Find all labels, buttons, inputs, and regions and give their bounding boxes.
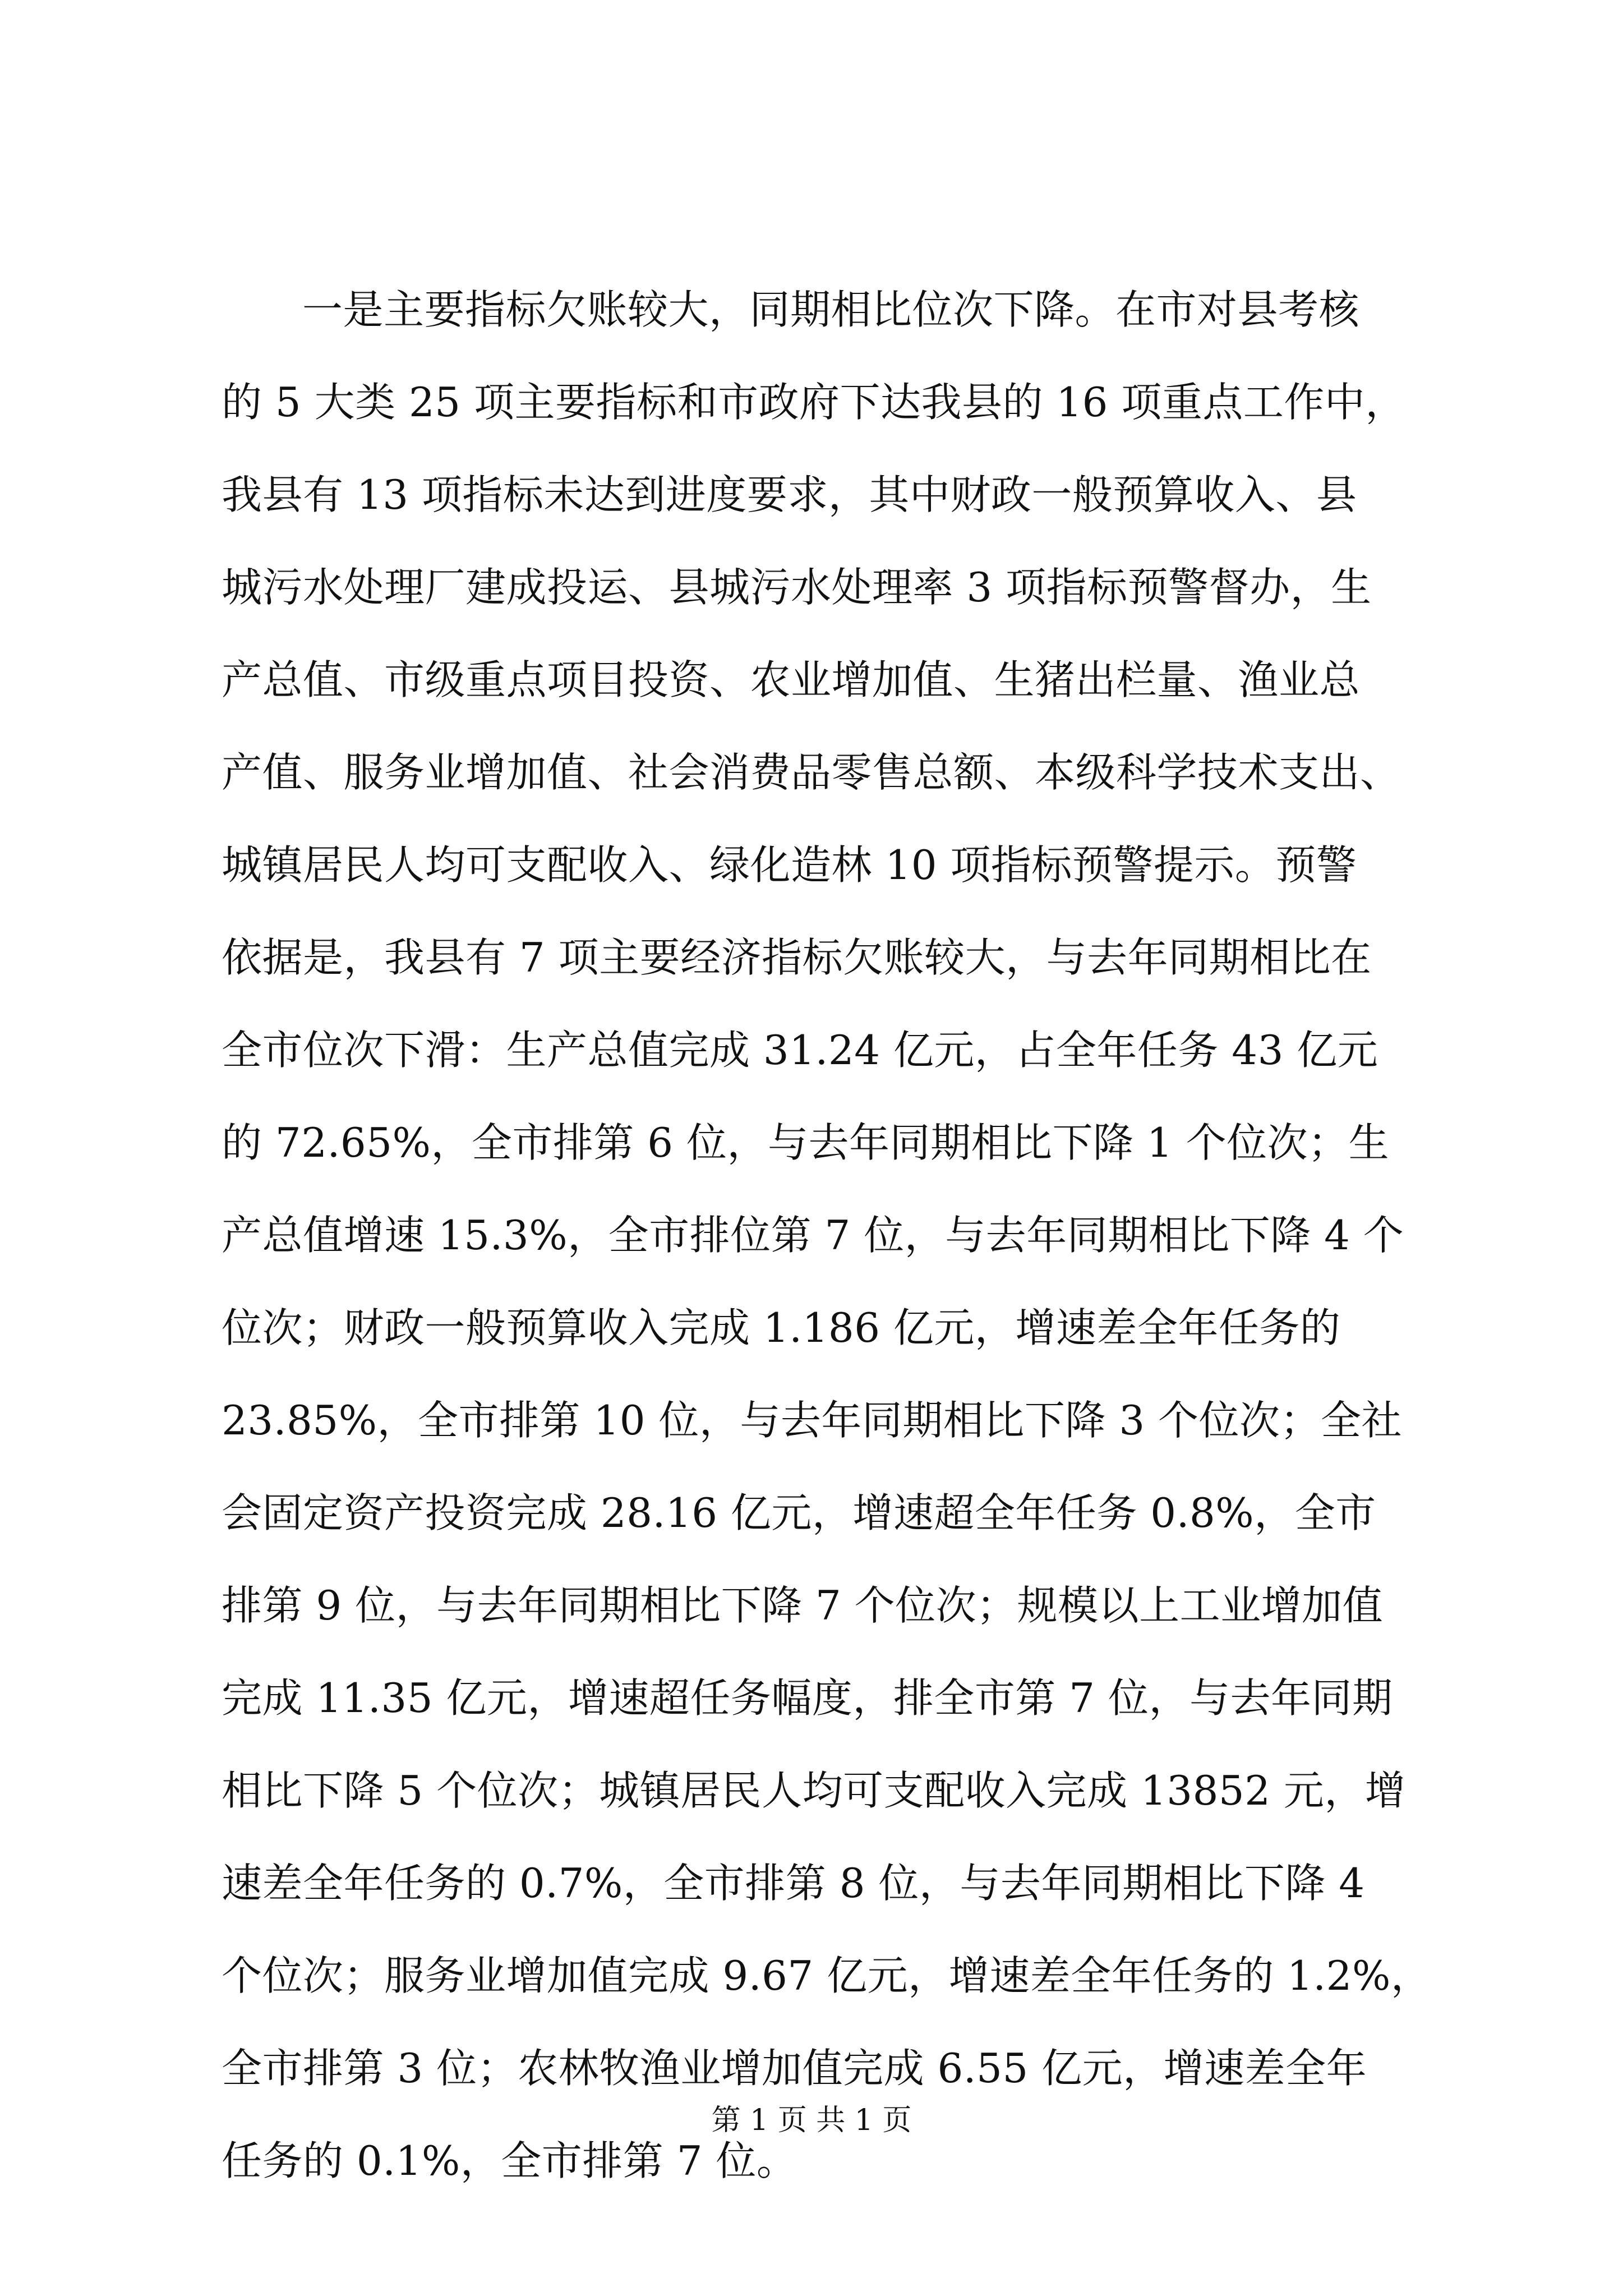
paragraph-line: 相比下降 5 个位次；城镇居民人均可支配收入完成 13852 元，增 xyxy=(222,1767,1406,1814)
paragraph-line: 会固定资产投资完成 28.16 亿元，增速超全年任务 0.8%，全市 xyxy=(222,1489,1376,1536)
page-footer xyxy=(0,2098,1623,2143)
paragraph-line: 产总值、市级重点项目投资、农业增加值、生猪出栏量、渔业总 xyxy=(222,656,1361,703)
paragraph-line: 速差全年任务的 0.7%，全市排第 8 位，与去年同期相比下降 4 xyxy=(222,1860,1365,1907)
paragraph-line: 任务的 0.1%，全市排第 7 位。 xyxy=(222,2137,797,2184)
paragraph-line: 依据是，我县有 7 项主要经济指标欠账较大，与去年同期相比在 xyxy=(222,934,1372,981)
paragraph-line: 位次；财政一般预算收入完成 1.186 亿元，增速差全年任务的 xyxy=(222,1304,1341,1351)
paragraph-line: 城污水处理厂建成投运、县城污水处理率 3 项指标预警督办，生 xyxy=(222,564,1372,611)
page-number-label: 第 1 页 共 1 页 xyxy=(711,2104,912,2137)
paragraph-line: 我县有 13 项指标未达到进度要求，其中财政一般预算收入、县 xyxy=(222,471,1357,518)
paragraph-line: 的 5 大类 25 项主要指标和市政府下达我县的 16 项重点工作中， xyxy=(222,379,1406,426)
paragraph-line: 23.85%，全市排第 10 位，与去年同期相比下降 3 个位次；全社 xyxy=(222,1397,1403,1444)
paragraph-line: 全市排第 3 位；农林牧渔业增加值完成 6.55 亿元，增速差全年 xyxy=(222,2045,1367,2092)
paragraph-line: 城镇居民人均可支配收入、绿化造林 10 项指标预警提示。预警 xyxy=(222,841,1357,889)
paragraph-line: 产值、服务业增加值、社会消费品零售总额、本级科学技术支出、 xyxy=(222,749,1401,796)
paragraph-line: 全市位次下滑：生产总值完成 31.24 亿元，占全年任务 43 亿元 xyxy=(222,1027,1378,1074)
paragraph-line: 的 72.65%，全市排第 6 位，与去年同期相比下降 1 个位次；生 xyxy=(222,1119,1390,1166)
paragraph-line: 个位次；服务业增加值完成 9.67 亿元，增速差全年任务的 1.2%， xyxy=(222,1952,1432,1999)
paragraph-line: 完成 11.35 亿元，增速超任务幅度，排全市第 7 位，与去年同期 xyxy=(222,1674,1393,1722)
paragraph-line: 产总值增速 15.3%，全市排位第 7 位，与去年同期相比下降 4 个 xyxy=(222,1212,1404,1259)
paragraph-line: 排第 9 位，与去年同期相比下降 7 个位次；规模以上工业增加值 xyxy=(222,1582,1384,1629)
paragraph-line: 一是主要指标欠账较大，同期相比位次下降。在市对县考核 xyxy=(302,286,1360,333)
body-paragraph xyxy=(222,264,1438,2207)
